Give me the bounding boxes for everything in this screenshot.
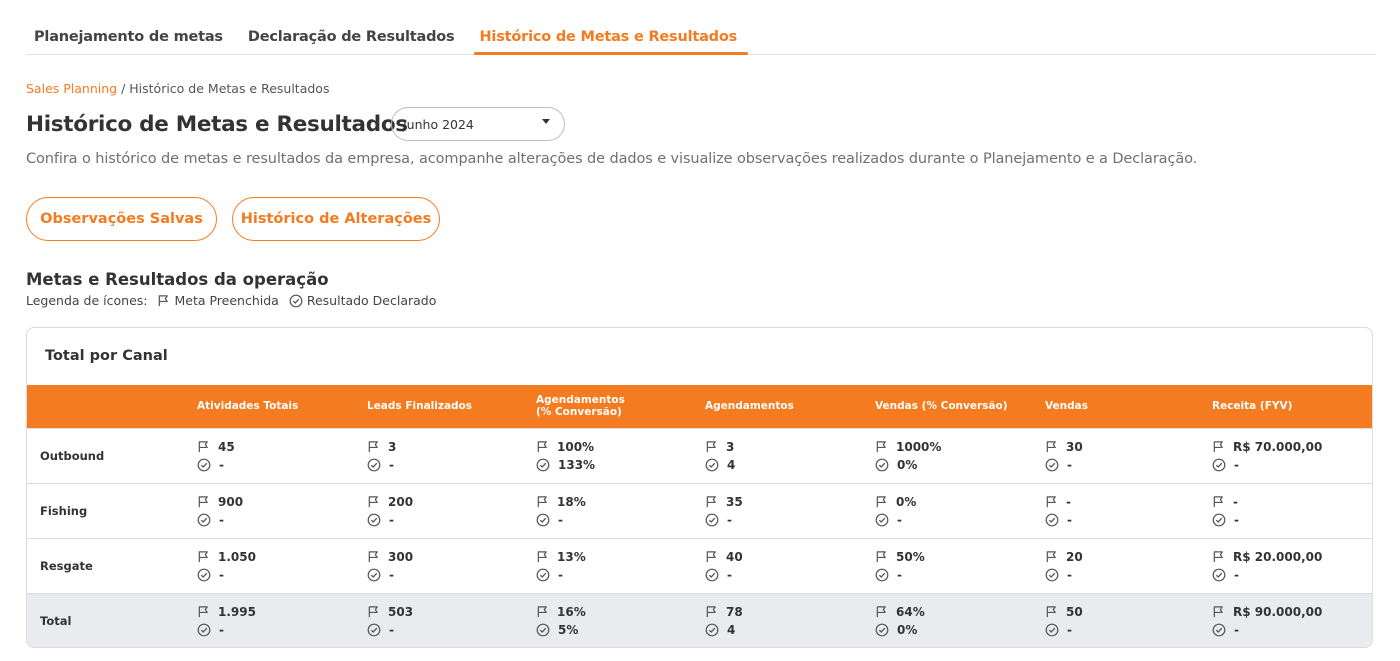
goal-value: 3 <box>388 439 397 454</box>
table-cell <box>197 483 367 538</box>
goal-value: 300 <box>388 549 414 564</box>
check-circle-icon <box>367 623 381 637</box>
column-header <box>1045 385 1212 428</box>
result-value: - <box>1067 622 1072 637</box>
table-cell <box>1212 538 1373 593</box>
result-value: - <box>897 567 902 582</box>
result-value: - <box>727 567 732 582</box>
table-cell <box>197 428 367 483</box>
result-value: - <box>897 512 902 527</box>
result-line <box>367 456 536 474</box>
channel-totals-table <box>27 385 1373 648</box>
column-header <box>536 385 705 428</box>
flag-icon <box>705 605 718 618</box>
result-value: - <box>389 512 394 527</box>
flag-icon <box>536 440 549 453</box>
check-circle-icon <box>197 623 211 637</box>
column-header-label: Vendas (% Conversão) <box>875 400 1008 413</box>
tab-historico[interactable]: Histórico de Metas e Resultados <box>471 0 754 54</box>
column-header-label: Agendamentos <box>705 400 794 413</box>
flag-icon <box>197 495 210 508</box>
check-circle-icon <box>536 568 550 582</box>
table-row <box>27 483 1373 538</box>
table-cell <box>875 483 1045 538</box>
page-description: Confira o histórico de metas e resultados da empresa, acompanhe alterações de dados e visualize observações realizados durante o Planejamento e a Declaração. <box>26 151 1198 167</box>
result-value: 4 <box>727 457 736 472</box>
check-circle-icon <box>1045 458 1059 472</box>
result-line <box>705 456 875 474</box>
table-cell <box>1212 593 1373 648</box>
result-value: - <box>1234 567 1239 582</box>
table-cell <box>1212 428 1373 483</box>
card-title: Total por Canal <box>45 348 168 364</box>
table-cell <box>536 538 705 593</box>
check-circle-icon <box>875 568 889 582</box>
flag-icon <box>1212 550 1225 563</box>
goal-line <box>1045 548 1212 566</box>
table-cell <box>367 428 536 483</box>
goal-line <box>536 548 705 566</box>
check-circle-icon <box>705 623 719 637</box>
check-circle-icon <box>289 294 303 308</box>
page-title: Histórico de Metas e Resultados <box>26 112 408 137</box>
result-line <box>705 566 875 584</box>
row-label: Total <box>27 593 197 648</box>
result-line <box>536 566 705 584</box>
flag-icon <box>705 495 718 508</box>
table-cell <box>875 538 1045 593</box>
flag-icon <box>875 605 888 618</box>
result-line <box>367 566 536 584</box>
table-cell <box>367 483 536 538</box>
period-select[interactable] <box>391 107 565 141</box>
goal-line <box>705 493 875 511</box>
tab-bar <box>26 0 1376 55</box>
check-circle-icon <box>197 513 211 527</box>
table-row <box>27 538 1373 593</box>
goal-line <box>705 438 875 456</box>
result-value: - <box>1067 512 1072 527</box>
goal-line <box>875 493 1045 511</box>
result-line <box>536 511 705 529</box>
period-select-value: Junho 2024 <box>403 116 474 132</box>
goal-line <box>197 438 367 456</box>
check-circle-icon <box>536 513 550 527</box>
check-circle-icon <box>1045 623 1059 637</box>
result-value: - <box>219 622 224 637</box>
goal-line <box>197 603 367 621</box>
goal-line <box>1045 493 1212 511</box>
goal-line <box>1045 603 1212 621</box>
flag-icon <box>1045 550 1058 563</box>
goal-value: 40 <box>726 549 743 564</box>
result-value: 5% <box>558 622 579 637</box>
goal-value: 100% <box>557 439 595 454</box>
table-cell <box>367 538 536 593</box>
table-cell <box>197 538 367 593</box>
row-label: Resgate <box>27 538 197 593</box>
goal-value: 50% <box>896 549 925 564</box>
result-value: - <box>727 512 732 527</box>
flag-icon <box>705 550 718 563</box>
result-line <box>705 511 875 529</box>
result-line <box>705 621 875 639</box>
flag-icon <box>705 440 718 453</box>
check-circle-icon <box>197 458 211 472</box>
result-value: - <box>389 457 394 472</box>
result-line <box>875 621 1045 639</box>
table-cell <box>1045 483 1212 538</box>
goal-value: 64% <box>896 604 925 619</box>
goal-line <box>367 548 536 566</box>
result-value: 133% <box>558 457 596 472</box>
legend-goal <box>157 293 278 308</box>
flag-icon <box>367 550 380 563</box>
result-line <box>367 511 536 529</box>
legend-result <box>289 293 437 308</box>
table-cell <box>705 428 875 483</box>
check-circle-icon <box>1045 568 1059 582</box>
channel-totals-card <box>26 327 1373 648</box>
result-line <box>197 456 367 474</box>
result-value: - <box>389 567 394 582</box>
flag-icon <box>875 440 888 453</box>
flag-icon <box>875 495 888 508</box>
result-line <box>367 621 536 639</box>
goal-value: 20 <box>1066 549 1083 564</box>
result-line <box>1212 566 1373 584</box>
goal-line <box>1212 438 1373 456</box>
flag-icon <box>157 294 170 307</box>
goal-line <box>367 438 536 456</box>
flag-icon <box>197 605 210 618</box>
result-value: - <box>1234 622 1239 637</box>
check-circle-icon <box>197 568 211 582</box>
goal-value: 35 <box>726 494 743 509</box>
tab-declaracao[interactable]: Declaração de Resultados <box>247 29 455 45</box>
table-cell <box>367 593 536 648</box>
result-value: - <box>219 512 224 527</box>
column-header-sublabel: (% Conversão) <box>536 406 622 419</box>
result-line <box>875 511 1045 529</box>
table-cell <box>705 483 875 538</box>
goal-value: R$ 90.000,00 <box>1233 604 1323 619</box>
goal-value: 200 <box>388 494 414 509</box>
column-header <box>875 385 1045 428</box>
goal-line <box>1045 438 1212 456</box>
result-value: 0% <box>897 457 918 472</box>
flag-icon <box>536 550 549 563</box>
saved-observations-button[interactable]: Observações Salvas <box>26 197 217 241</box>
goal-value: - <box>1066 494 1071 509</box>
check-circle-icon <box>1045 513 1059 527</box>
goal-line <box>875 548 1045 566</box>
breadcrumb <box>26 81 329 96</box>
column-header <box>705 385 875 428</box>
goal-value: 503 <box>388 604 414 619</box>
table-cell <box>536 483 705 538</box>
row-label: Outbound <box>27 428 197 483</box>
table-row <box>27 428 1373 483</box>
result-line <box>1212 456 1373 474</box>
goal-line <box>367 603 536 621</box>
result-value: - <box>558 567 563 582</box>
table-cell <box>705 538 875 593</box>
goal-value: R$ 20.000,00 <box>1233 549 1323 564</box>
table-cell <box>705 593 875 648</box>
legend-prefix: Legenda de ícones: <box>26 293 148 308</box>
breadcrumb-link-sales-planning[interactable]: Sales Planning <box>26 81 118 96</box>
check-circle-icon <box>1212 513 1226 527</box>
goal-value: 3 <box>726 439 735 454</box>
result-line <box>1045 511 1212 529</box>
flag-icon <box>367 495 380 508</box>
table-cell <box>1045 428 1212 483</box>
result-value: - <box>1234 512 1239 527</box>
goal-value: 13% <box>557 549 586 564</box>
result-line <box>1045 456 1212 474</box>
result-value: - <box>219 567 224 582</box>
column-header-label: Atividades Totais <box>197 400 299 413</box>
check-circle-icon <box>705 458 719 472</box>
goal-line <box>536 438 705 456</box>
result-line <box>197 566 367 584</box>
table-cell <box>536 428 705 483</box>
flag-icon <box>197 440 210 453</box>
flag-icon <box>536 495 549 508</box>
result-line <box>875 456 1045 474</box>
goal-line <box>1212 548 1373 566</box>
table-body <box>27 428 1373 648</box>
result-line <box>875 566 1045 584</box>
result-value: - <box>1067 567 1072 582</box>
table-cell <box>1045 593 1212 648</box>
legend-goal-label: Meta Preenchida <box>174 293 279 308</box>
check-circle-icon <box>1212 568 1226 582</box>
column-header-label: Agendamentos <box>536 394 625 407</box>
column-header <box>1212 385 1373 428</box>
flag-icon <box>367 440 380 453</box>
goal-value: 1.050 <box>218 549 256 564</box>
goal-line <box>705 548 875 566</box>
goal-line <box>367 493 536 511</box>
result-line <box>197 511 367 529</box>
check-circle-icon <box>1212 623 1226 637</box>
check-circle-icon <box>705 568 719 582</box>
goal-value: 0% <box>896 494 917 509</box>
change-history-button[interactable]: Histórico de Alterações <box>232 197 440 241</box>
check-circle-icon <box>875 458 889 472</box>
flag-icon <box>197 550 210 563</box>
goal-line <box>536 493 705 511</box>
check-circle-icon <box>367 513 381 527</box>
result-value: 0% <box>897 622 918 637</box>
goal-value: 1.995 <box>218 604 256 619</box>
check-circle-icon <box>536 623 550 637</box>
check-circle-icon <box>536 458 550 472</box>
table-cell <box>875 428 1045 483</box>
result-value: - <box>1234 457 1239 472</box>
goal-value: 1000% <box>896 439 942 454</box>
column-header <box>197 385 367 428</box>
check-circle-icon <box>367 458 381 472</box>
goal-line <box>1212 493 1373 511</box>
result-value: - <box>389 622 394 637</box>
goal-value: 16% <box>557 604 586 619</box>
goal-value: 900 <box>218 494 244 509</box>
column-header <box>367 385 536 428</box>
result-line <box>197 621 367 639</box>
goal-value: 18% <box>557 494 586 509</box>
column-header-label: Vendas <box>1045 400 1088 413</box>
check-circle-icon <box>875 623 889 637</box>
flag-icon <box>536 605 549 618</box>
result-line <box>536 621 705 639</box>
flag-icon <box>1212 440 1225 453</box>
result-line <box>1045 566 1212 584</box>
table-header-row <box>27 385 1373 428</box>
table-cell <box>197 593 367 648</box>
flag-icon <box>1212 495 1225 508</box>
flag-icon <box>1045 495 1058 508</box>
goal-line <box>197 548 367 566</box>
column-header-label: Leads Finalizados <box>367 400 473 413</box>
result-value: - <box>558 512 563 527</box>
result-value: - <box>219 457 224 472</box>
result-value: - <box>1067 457 1072 472</box>
goal-value: 50 <box>1066 604 1083 619</box>
table-cell <box>1212 483 1373 538</box>
column-header-channel <box>27 385 197 428</box>
goal-value: R$ 70.000,00 <box>1233 439 1323 454</box>
row-label: Fishing <box>27 483 197 538</box>
table-cell <box>536 593 705 648</box>
table-total-row <box>27 593 1373 648</box>
table-cell <box>875 593 1045 648</box>
chevron-down-icon <box>542 119 550 124</box>
flag-icon <box>1212 605 1225 618</box>
goal-line <box>875 603 1045 621</box>
goal-value: 45 <box>218 439 235 454</box>
flag-icon <box>367 605 380 618</box>
legend-result-label: Resultado Declarado <box>306 293 437 308</box>
flag-icon <box>1045 605 1058 618</box>
breadcrumb-separator: / <box>117 81 130 96</box>
goal-line <box>536 603 705 621</box>
result-line <box>1212 621 1373 639</box>
goal-value: - <box>1233 494 1238 509</box>
table-cell <box>1045 538 1212 593</box>
tab-planejamento[interactable]: Planejamento de metas <box>34 29 223 45</box>
result-line <box>536 456 705 474</box>
icon-legend <box>26 293 436 308</box>
goal-line <box>705 603 875 621</box>
check-circle-icon <box>705 513 719 527</box>
result-line <box>1212 511 1373 529</box>
section-title: Metas e Resultados da operação <box>26 270 329 289</box>
goal-value: 30 <box>1066 439 1083 454</box>
result-line <box>1045 621 1212 639</box>
result-value: 4 <box>727 622 736 637</box>
flag-icon <box>875 550 888 563</box>
check-circle-icon <box>1212 458 1226 472</box>
goal-line <box>197 493 367 511</box>
column-header-label: Receita (FYV) <box>1212 400 1293 413</box>
check-circle-icon <box>875 513 889 527</box>
goal-line <box>1212 603 1373 621</box>
goal-line <box>875 438 1045 456</box>
check-circle-icon <box>367 568 381 582</box>
breadcrumb-current: Histórico de Metas e Resultados <box>129 81 330 96</box>
flag-icon <box>1045 440 1058 453</box>
goal-value: 78 <box>726 604 743 619</box>
